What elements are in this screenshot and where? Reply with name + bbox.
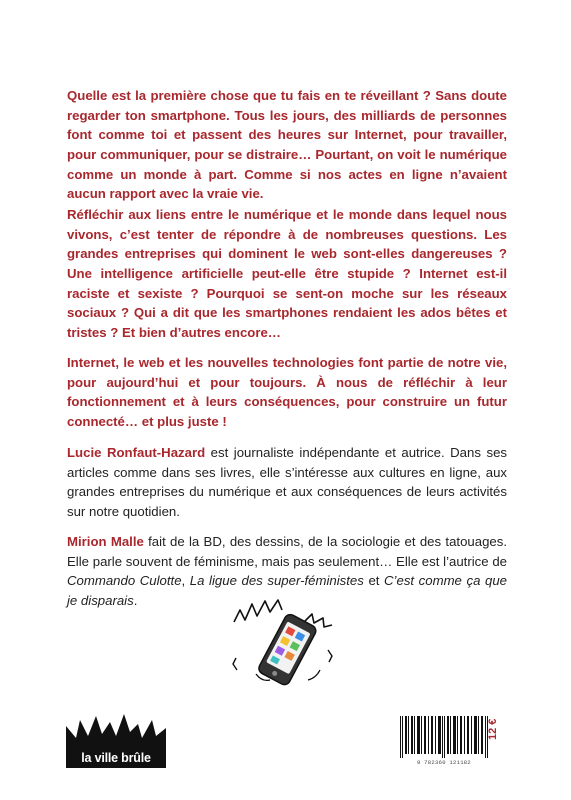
author-name: Lucie Ronfaut-Hazard	[67, 445, 206, 461]
separator: et	[363, 573, 385, 589]
intro-paragraph-3: Internet, le web et les nouvelles technologies font partie de notre vie, pour aujourd’hui et pour toujours. À nous de réfléchir à leur fonctionnement et à leurs conséquences, pour construire un futur connecté… et plus juste !	[67, 355, 507, 429]
book-title-2: La ligue des super-féministes	[189, 573, 364, 589]
intro-paragraph-2: Réfléchir aux liens entre le numérique et le monde dans lequel nous vivons, c’est tenter de répondre à de nombreuses questions. Les grandes entreprises qui dominent le web sont-elles dangereuses ? Une intelligence artificielle peut-elle être stupide ? Internet est-il raciste et sexiste ? Pourquoi se sent-on moche sur les réseaux sociaux ? Qui a dit que les smartphones rendaient les ados bêtes et tristes ? Et bien d’autres encore…	[67, 207, 507, 340]
illustrator-bio-text: fait de la BD, des dessins, de la sociologie et des tatouages. Elle parle souvent de féminisme, mais pas seulement… Elle est l’autrice de	[67, 534, 507, 569]
illustrator-name: Mirion Malle	[67, 534, 144, 550]
intro-paragraph-1: Quelle est la première chose que tu fais en te réveillant ? Sans doute regarder ton smartphone. Tous les jours, des milliards de personnes font comme toi et passent des heures sur Internet, pour travailler, pour communiquer, pour se distraire… Pourtant, on voit le numérique comme un monde à part. Comme si nos actes en ligne n’avaient aucun rapport avec la vraie vie.	[67, 88, 507, 202]
price-label: 12 €	[487, 718, 499, 740]
book-title-1: Commando Culotte	[67, 573, 182, 589]
phone-illustration-icon	[228, 592, 348, 697]
publisher-name: la ville brûle	[81, 751, 151, 765]
period: .	[133, 592, 138, 608]
separator: ,	[181, 573, 190, 589]
barcode-number: 9 782360 121182	[416, 759, 471, 766]
author-bio	[67, 443, 507, 521]
barcode	[398, 716, 490, 766]
barcode-icon	[398, 716, 490, 758]
book-title-3: C’est comme ça que je disparais	[67, 573, 507, 608]
publisher-logo	[66, 712, 166, 768]
author-bio-text: est journaliste indépendante et autrice. Dans ses articles comme dans ses livres, elle s’intéresse aux cultures en ligne, aux grandes entreprises du numérique et aux conséquences de leurs activités sur notre quotidien.	[67, 445, 507, 519]
